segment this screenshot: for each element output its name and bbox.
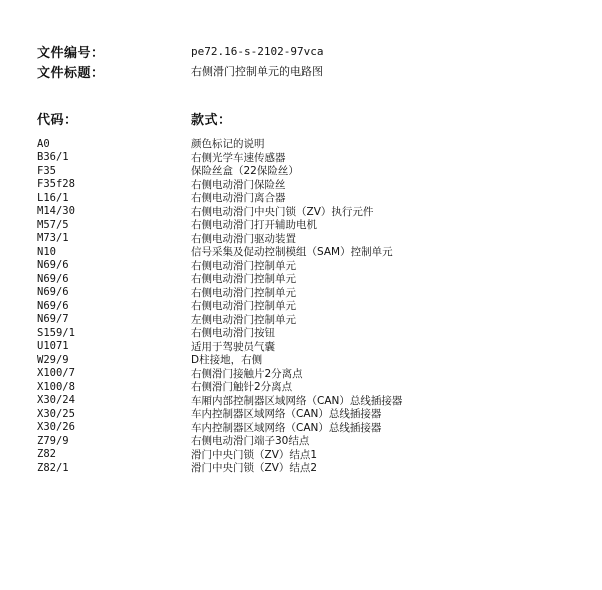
table-row [37,286,402,300]
component-code: F35f28 [37,178,75,191]
component-description: 右侧电动滑门打开辅助电机 [191,219,317,232]
component-description: 右侧电动滑门端子30结点 [191,435,310,448]
component-description: 滑门中央门锁（ZV）结点2 [191,462,318,475]
doc-number-value: pe72.16-s-2102-97vca [191,44,324,58]
component-description: 右侧电动滑门控制单元 [191,273,296,286]
table-header [37,109,232,127]
component-code: N69/6 [37,286,69,299]
table-row [37,191,402,205]
doc-number-label: 文件编号： [37,45,105,61]
component-code: M14/30 [37,205,75,218]
table-row [37,367,402,381]
table-row [37,326,402,340]
component-code: Z82/1 [37,461,69,474]
table-row [37,394,402,408]
component-description: 适用于驾驶员气囊 [191,340,275,353]
doc-title-value: 右侧滑门控制单元的电路图 [191,65,323,78]
component-description: 右侧电动滑门中央门锁（ZV）执行元件 [191,205,374,218]
table-row [37,245,402,259]
table-row [37,205,402,219]
component-code: M57/5 [37,218,69,231]
table-row [37,218,402,232]
component-code: N10 [37,245,56,258]
doc-title-row [37,62,323,80]
component-code: N69/6 [37,299,69,312]
component-code: Z82 [37,448,56,461]
component-description: 左侧电动滑门控制单元 [191,313,296,326]
component-description: 车厢内部控制器区域网络（CAN）总线插接器 [191,394,403,407]
component-code: Z79/9 [37,434,69,447]
column-header-code: 代码： [37,112,78,128]
component-description: 右侧电动滑门控制单元 [191,259,296,272]
component-description: 右侧电动滑门按钮 [191,327,275,340]
table-row [37,340,402,354]
component-description: 右侧电动滑门控制单元 [191,300,296,313]
component-description: 车内控制器区域网络（CAN）总线插接器 [191,421,382,434]
table-row [37,313,402,327]
component-code: N69/7 [37,313,69,326]
table-row [37,434,402,448]
component-description: 信号采集及促动控制模组（SAM）控制单元 [191,246,393,259]
component-description: 右侧电动滑门驱动装置 [191,232,296,245]
component-description: 右侧电动滑门保险丝 [191,178,286,191]
component-code: L16/1 [37,191,69,204]
component-description: 右侧光学车速传感器 [191,151,286,164]
column-header-model: 款式： [191,112,232,128]
component-list [37,137,402,475]
table-row [37,353,402,367]
table-row [37,259,402,273]
component-code: X30/26 [37,421,75,434]
component-code: B36/1 [37,151,69,164]
component-description: 颜色标记的说明 [191,138,265,151]
table-row [37,151,402,165]
table-row [37,272,402,286]
table-row [37,421,402,435]
doc-number-row [37,42,323,60]
component-code: U1071 [37,340,69,353]
table-row [37,448,402,462]
table-row [37,232,402,246]
component-code: N69/6 [37,259,69,272]
component-description: 右侧滑门接触片2分离点 [191,367,303,380]
component-code: F35 [37,164,56,177]
table-row [37,461,402,475]
table-row [37,407,402,421]
component-code: X30/25 [37,407,75,420]
component-code: S159/1 [37,326,75,339]
component-description: 右侧滑门触针2分离点 [191,381,293,394]
component-code: A0 [37,137,50,150]
component-code: N69/6 [37,272,69,285]
table-row [37,299,402,313]
table-row [37,178,402,192]
component-code: X100/8 [37,380,75,393]
component-description: 滑门中央门锁（ZV）结点1 [191,448,318,461]
table-row [37,164,402,178]
component-description: 右侧电动滑门控制单元 [191,286,296,299]
doc-title-label: 文件标题： [37,65,105,81]
component-description: 车内控制器区域网络（CAN）总线插接器 [191,408,382,421]
component-code: W29/9 [37,353,69,366]
table-row [37,137,402,151]
component-description: 右侧电动滑门离合器 [191,192,286,205]
table-row [37,380,402,394]
component-code: M73/1 [37,232,69,245]
component-description: 保险丝盒（22保险丝） [191,165,299,178]
component-code: X30/24 [37,394,75,407]
component-description: D柱接地，右侧 [191,354,263,367]
component-code: X100/7 [37,367,75,380]
